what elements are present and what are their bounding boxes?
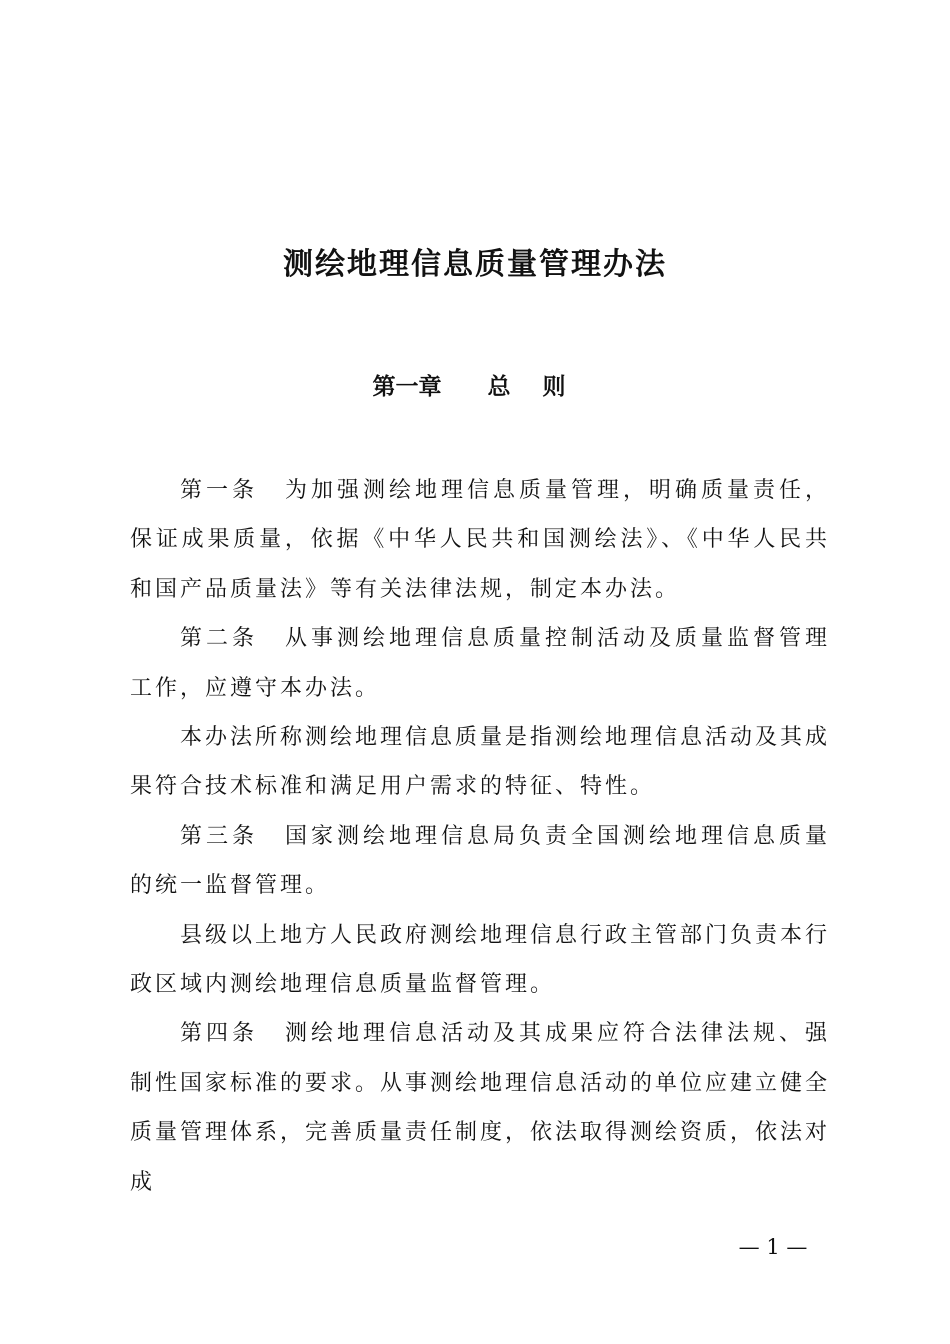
article-number: 第一条 xyxy=(180,478,258,503)
article-number: 第四条 xyxy=(180,1021,258,1047)
paragraph-article-4 xyxy=(130,1009,830,1207)
paragraph-text: 为加强测绘地理信息质量管理，明确质量责任，保证成果质量，依据《中华人民共和国测绘法》、《中华人民共和国产品质量法》等有关法律法规，制定本办法。 xyxy=(130,478,830,602)
chapter-heading xyxy=(0,369,950,405)
article-number: 第二条 xyxy=(180,626,258,652)
paragraph-text: 测绘地理信息活动及其成果应符合法律法规、强制性国家标准的要求。从事测绘地理信息活动的单位应建立健全质量管理体系，完善质量责任制度，依法取得测绘资质，依法对成 xyxy=(130,1021,831,1195)
paragraph-text: 本办法所称测绘地理信息质量是指测绘地理信息活动及其成果符合技术标准和满足用户需求的特征、特性。 xyxy=(130,725,831,800)
paragraph-definition xyxy=(130,713,830,812)
paragraph-text: 国家测绘地理信息局负责全国测绘地理信息质量的统一监督管理。 xyxy=(130,823,830,899)
article-number: 第三条 xyxy=(180,823,258,849)
document-title: 测绘地理信息质量管理办法 xyxy=(283,247,667,282)
chapter-name: 总 则 xyxy=(487,374,578,400)
paragraph-local-supervision xyxy=(130,911,830,1010)
page-number: — 1 — xyxy=(738,1235,808,1259)
paragraph-text: 县级以上地方人民政府测绘地理信息行政主管部门负责本行政区域内测绘地理信息质量监督管理。 xyxy=(130,922,831,998)
paragraph-article-1 xyxy=(130,466,830,614)
document-body xyxy=(130,466,830,1207)
paragraph-text: 从事测绘地理信息质量控制活动及质量监督管理工作，应遵守本办法。 xyxy=(130,626,830,701)
chapter-number: 第一章 xyxy=(372,374,442,400)
paragraph-article-2 xyxy=(130,614,830,713)
paragraph-article-3 xyxy=(130,812,830,911)
